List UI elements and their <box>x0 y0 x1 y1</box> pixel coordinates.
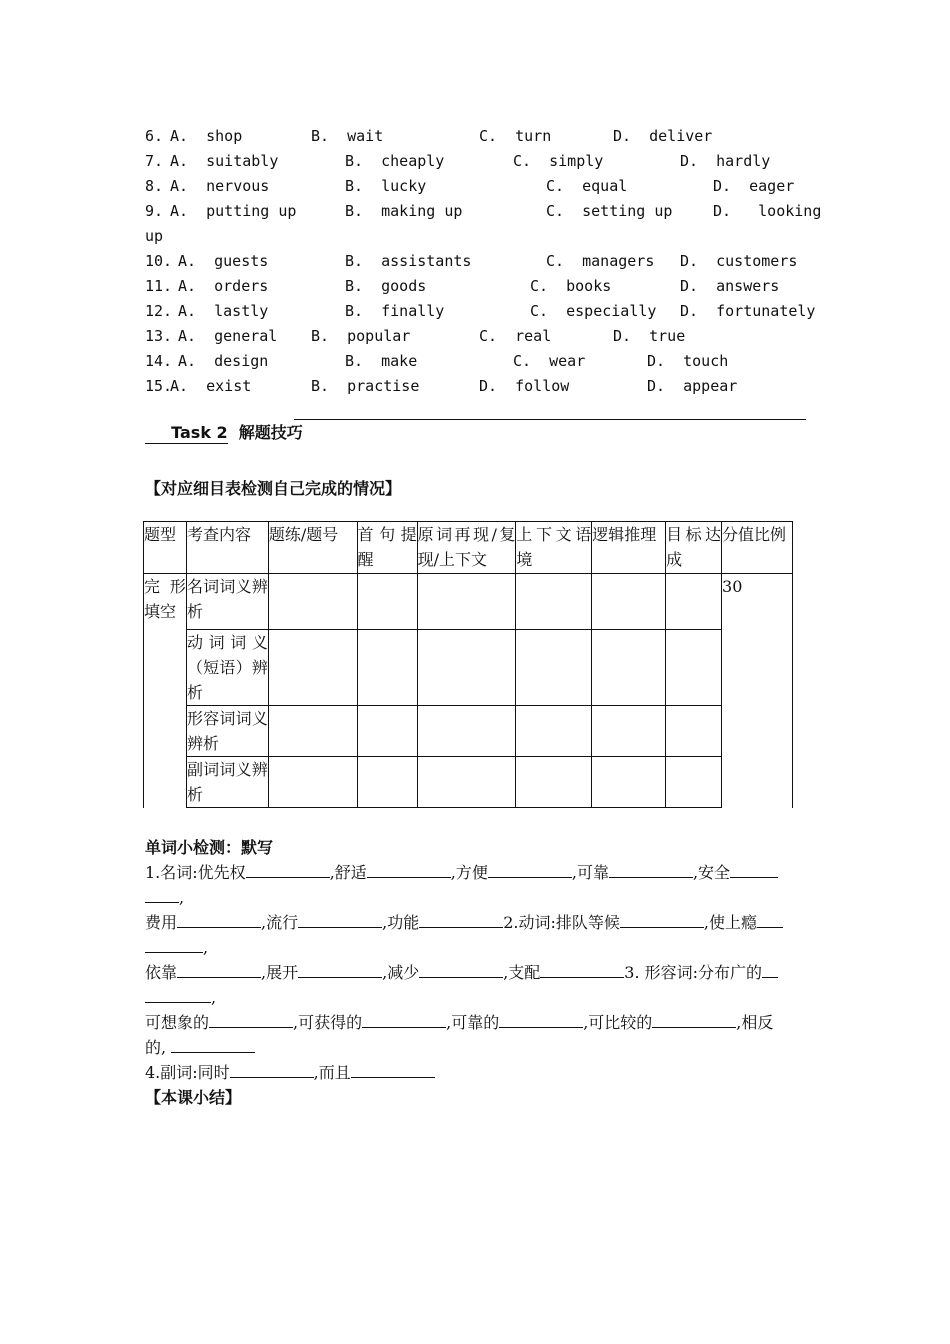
answer-cell[interactable] <box>357 757 417 808</box>
answer-cell[interactable] <box>268 630 357 706</box>
vocab-label: 4.副词:同时 <box>145 1063 230 1082</box>
vocab-line-3 <box>145 960 778 983</box>
summary-heading: 【本课小结】 <box>145 1088 242 1107</box>
table-row <box>144 630 793 706</box>
vocab-blank[interactable] <box>609 860 693 878</box>
option-b[interactable]: B. goods <box>345 277 427 295</box>
option-b[interactable]: B. cheaply <box>345 152 445 170</box>
vocab-blank[interactable] <box>145 935 203 953</box>
option-d[interactable]: D. looking <box>713 202 822 220</box>
question-number: 11. <box>145 277 173 295</box>
vocab-label: ,使上瘾 <box>703 913 757 932</box>
vocab-blank[interactable] <box>620 910 704 928</box>
option-a[interactable]: A. putting up <box>170 202 297 220</box>
vocab-blank[interactable] <box>488 860 572 878</box>
checklist-heading: 【对应细目表检测自己完成的情况】 <box>145 479 402 498</box>
vocab-blank[interactable] <box>362 1010 446 1028</box>
answer-cell[interactable] <box>268 574 357 630</box>
task2-label: Task 2 <box>171 423 228 442</box>
answer-cell[interactable] <box>592 706 666 757</box>
vocab-label: ,而且 <box>313 1063 351 1082</box>
answer-cell[interactable] <box>666 630 722 706</box>
option-a[interactable]: A. shop <box>170 127 243 145</box>
vocab-blank[interactable] <box>652 1010 736 1028</box>
vocab-blank[interactable] <box>757 910 783 928</box>
content-cell: 副词词义辨析 <box>186 757 268 808</box>
header-cell: 上下文语境 <box>516 522 592 574</box>
header-cell: 逻辑推理 <box>592 522 666 574</box>
vocab-line-4 <box>145 1010 773 1033</box>
vocab-blank[interactable] <box>209 1010 293 1028</box>
task2-answer-line-2[interactable] <box>145 443 228 444</box>
option-a[interactable]: A. suitably <box>170 152 279 170</box>
vocab-line-2-wrap: , <box>145 935 208 957</box>
option-d[interactable]: D. eager <box>713 177 795 195</box>
task2-title: 解题技巧 <box>238 423 303 442</box>
vocab-label: ,流行 <box>261 913 299 932</box>
answer-cell[interactable] <box>417 574 516 630</box>
vocab-blank[interactable] <box>540 960 624 978</box>
header-cell: 考查内容 <box>186 522 268 574</box>
answer-cell[interactable] <box>357 574 417 630</box>
vocab-label: 1.名词: <box>145 863 198 882</box>
option-c[interactable]: C. equal <box>546 177 628 195</box>
content-cell: 动词词义（短语）辨析 <box>186 630 268 706</box>
header-cell: 分值比例 <box>722 522 793 574</box>
option-c[interactable]: C. books <box>530 277 612 295</box>
vocab-blank[interactable] <box>419 910 503 928</box>
vocab-blank[interactable] <box>367 860 451 878</box>
option-a[interactable]: A. nervous <box>170 177 270 195</box>
option-b[interactable]: B. make <box>345 352 418 370</box>
question-number: 13. <box>145 327 173 345</box>
option-a[interactable]: A. orders <box>178 277 269 295</box>
answer-cell[interactable] <box>268 757 357 808</box>
vocab-blank[interactable] <box>730 860 778 878</box>
option-d[interactable]: D. customers <box>680 252 798 270</box>
option-d[interactable]: D. appear <box>647 377 738 395</box>
option-c[interactable]: D. follow <box>479 377 570 395</box>
option-b[interactable]: B. lucky <box>345 177 427 195</box>
question-number: 9. <box>145 202 164 220</box>
option-b[interactable]: B. making up <box>345 202 463 220</box>
checklist-table <box>143 521 793 808</box>
vocab-blank[interactable] <box>419 960 503 978</box>
option-c[interactable]: C. turn <box>479 127 552 145</box>
vocab-blank[interactable] <box>145 885 179 903</box>
answer-cell[interactable] <box>268 706 357 757</box>
vocab-label: ,舒适 <box>329 863 367 882</box>
answer-cell[interactable] <box>516 706 592 757</box>
answer-cell[interactable] <box>592 630 666 706</box>
option-c[interactable]: C. especially <box>530 302 657 320</box>
option-d-wrap[interactable]: up <box>145 227 164 245</box>
option-a[interactable]: A. guests <box>178 252 269 270</box>
content-cell: 名词词义辨析 <box>186 574 268 630</box>
vocab-label: ,可比较的 <box>583 1013 653 1032</box>
vocab-label: ,支配 <box>503 963 541 982</box>
header-cell: 目标达成 <box>666 522 722 574</box>
vocab-blank[interactable] <box>762 960 778 978</box>
table-header-row <box>144 522 793 574</box>
answer-cell[interactable] <box>592 574 666 630</box>
vocab-blank[interactable] <box>171 1035 255 1053</box>
vocab-label: ,相反 <box>736 1013 774 1032</box>
vocab-label: 费用 <box>145 913 178 932</box>
vocab-blank[interactable] <box>246 860 330 878</box>
vocab-blank[interactable] <box>177 910 261 928</box>
option-b[interactable]: B. popular <box>311 327 411 345</box>
option-d[interactable]: D. true <box>613 327 686 345</box>
question-number: 12. <box>145 302 173 320</box>
vocab-blank[interactable] <box>177 960 261 978</box>
option-a[interactable]: A. lastly <box>178 302 269 320</box>
option-a[interactable]: A. exist <box>170 377 252 395</box>
header-cell: 原词再现/复现/上下文 <box>417 522 516 574</box>
vocab-line-4-wrap <box>145 1035 255 1058</box>
answer-cell[interactable] <box>516 574 592 630</box>
answer-cell[interactable] <box>592 757 666 808</box>
answer-cell[interactable] <box>666 706 722 757</box>
vocab-label: 3. 形容词:分布广的 <box>624 963 763 982</box>
vocab-line-3-wrap: , <box>145 985 216 1007</box>
table-row <box>144 757 793 808</box>
option-c[interactable]: C. simply <box>513 152 604 170</box>
task2-answer-line[interactable] <box>294 419 806 420</box>
vocab-label: ,可靠的 <box>446 1013 500 1032</box>
vocab-label: 的, <box>145 1038 172 1057</box>
option-d[interactable]: D. answers <box>680 277 780 295</box>
vocab-label: ,方便 <box>450 863 488 882</box>
vocab-line-1-wrap: , <box>145 885 184 907</box>
question-number: 15. <box>145 377 173 395</box>
question-number: 10. <box>145 252 173 270</box>
vocab-blank[interactable] <box>230 1060 314 1078</box>
vocab-blank[interactable] <box>351 1060 435 1078</box>
vocab-line-1 <box>145 860 778 883</box>
vocab-label: ,可获得的 <box>293 1013 363 1032</box>
option-d[interactable]: D. hardly <box>680 152 771 170</box>
answer-cell[interactable] <box>666 757 722 808</box>
content-cell: 形容词词义辨析 <box>186 706 268 757</box>
table-row <box>144 574 793 630</box>
vocab-label: 2.动词:排队等候 <box>503 913 620 932</box>
header-cell: 首 句 提醒 <box>357 522 417 574</box>
answer-cell[interactable] <box>417 757 516 808</box>
answer-cell[interactable] <box>417 706 516 757</box>
vocab-line-5 <box>145 1060 435 1083</box>
answer-cell[interactable] <box>516 630 592 706</box>
question-number: 6. <box>145 127 164 145</box>
answer-cell[interactable] <box>357 706 417 757</box>
vocab-heading: 单词小检测：默写 <box>145 838 274 857</box>
option-a[interactable]: A. general <box>178 327 278 345</box>
answer-cell[interactable] <box>417 630 516 706</box>
vocab-label: 可想象的 <box>145 1013 210 1032</box>
vocab-label: ,减少 <box>382 963 420 982</box>
option-c[interactable]: C. setting up <box>546 202 673 220</box>
vocab-line-2 <box>145 910 783 933</box>
answer-cell[interactable] <box>516 757 592 808</box>
question-number: 7. <box>145 152 164 170</box>
vocab-label: ,展开 <box>261 963 299 982</box>
vocab-blank[interactable] <box>145 985 211 1003</box>
option-a[interactable]: A. design <box>178 352 269 370</box>
vocab-label: 优先权 <box>197 863 246 882</box>
option-b[interactable]: B. finally <box>345 302 445 320</box>
option-c[interactable]: C. real <box>479 327 552 345</box>
task2-heading <box>160 401 303 443</box>
option-b[interactable]: B. practise <box>311 377 420 395</box>
vocab-blank[interactable] <box>298 960 382 978</box>
header-cell: 题型 <box>144 522 187 574</box>
vocab-label: 依靠 <box>145 963 178 982</box>
option-c[interactable]: C. managers <box>546 252 655 270</box>
category-cell: 完形填空 <box>144 574 187 808</box>
option-d[interactable]: D. fortunately <box>680 302 816 320</box>
vocab-label: ,安全 <box>692 863 731 882</box>
answer-cell[interactable] <box>666 574 722 630</box>
question-number: 8. <box>145 177 164 195</box>
score-cell: 30 <box>722 574 793 808</box>
header-cell: 题练/题号 <box>268 522 357 574</box>
vocab-blank[interactable] <box>499 1010 583 1028</box>
table-row <box>144 706 793 757</box>
vocab-blank[interactable] <box>298 910 382 928</box>
option-c[interactable]: C. wear <box>513 352 586 370</box>
option-d[interactable]: D. touch <box>647 352 729 370</box>
answer-cell[interactable] <box>357 630 417 706</box>
question-number: 14. <box>145 352 173 370</box>
option-d[interactable]: D. deliver <box>613 127 713 145</box>
option-b[interactable]: B. assistants <box>345 252 472 270</box>
option-b[interactable]: B. wait <box>311 127 384 145</box>
vocab-label: ,功能 <box>382 913 420 932</box>
vocab-label: ,可靠 <box>571 863 609 882</box>
